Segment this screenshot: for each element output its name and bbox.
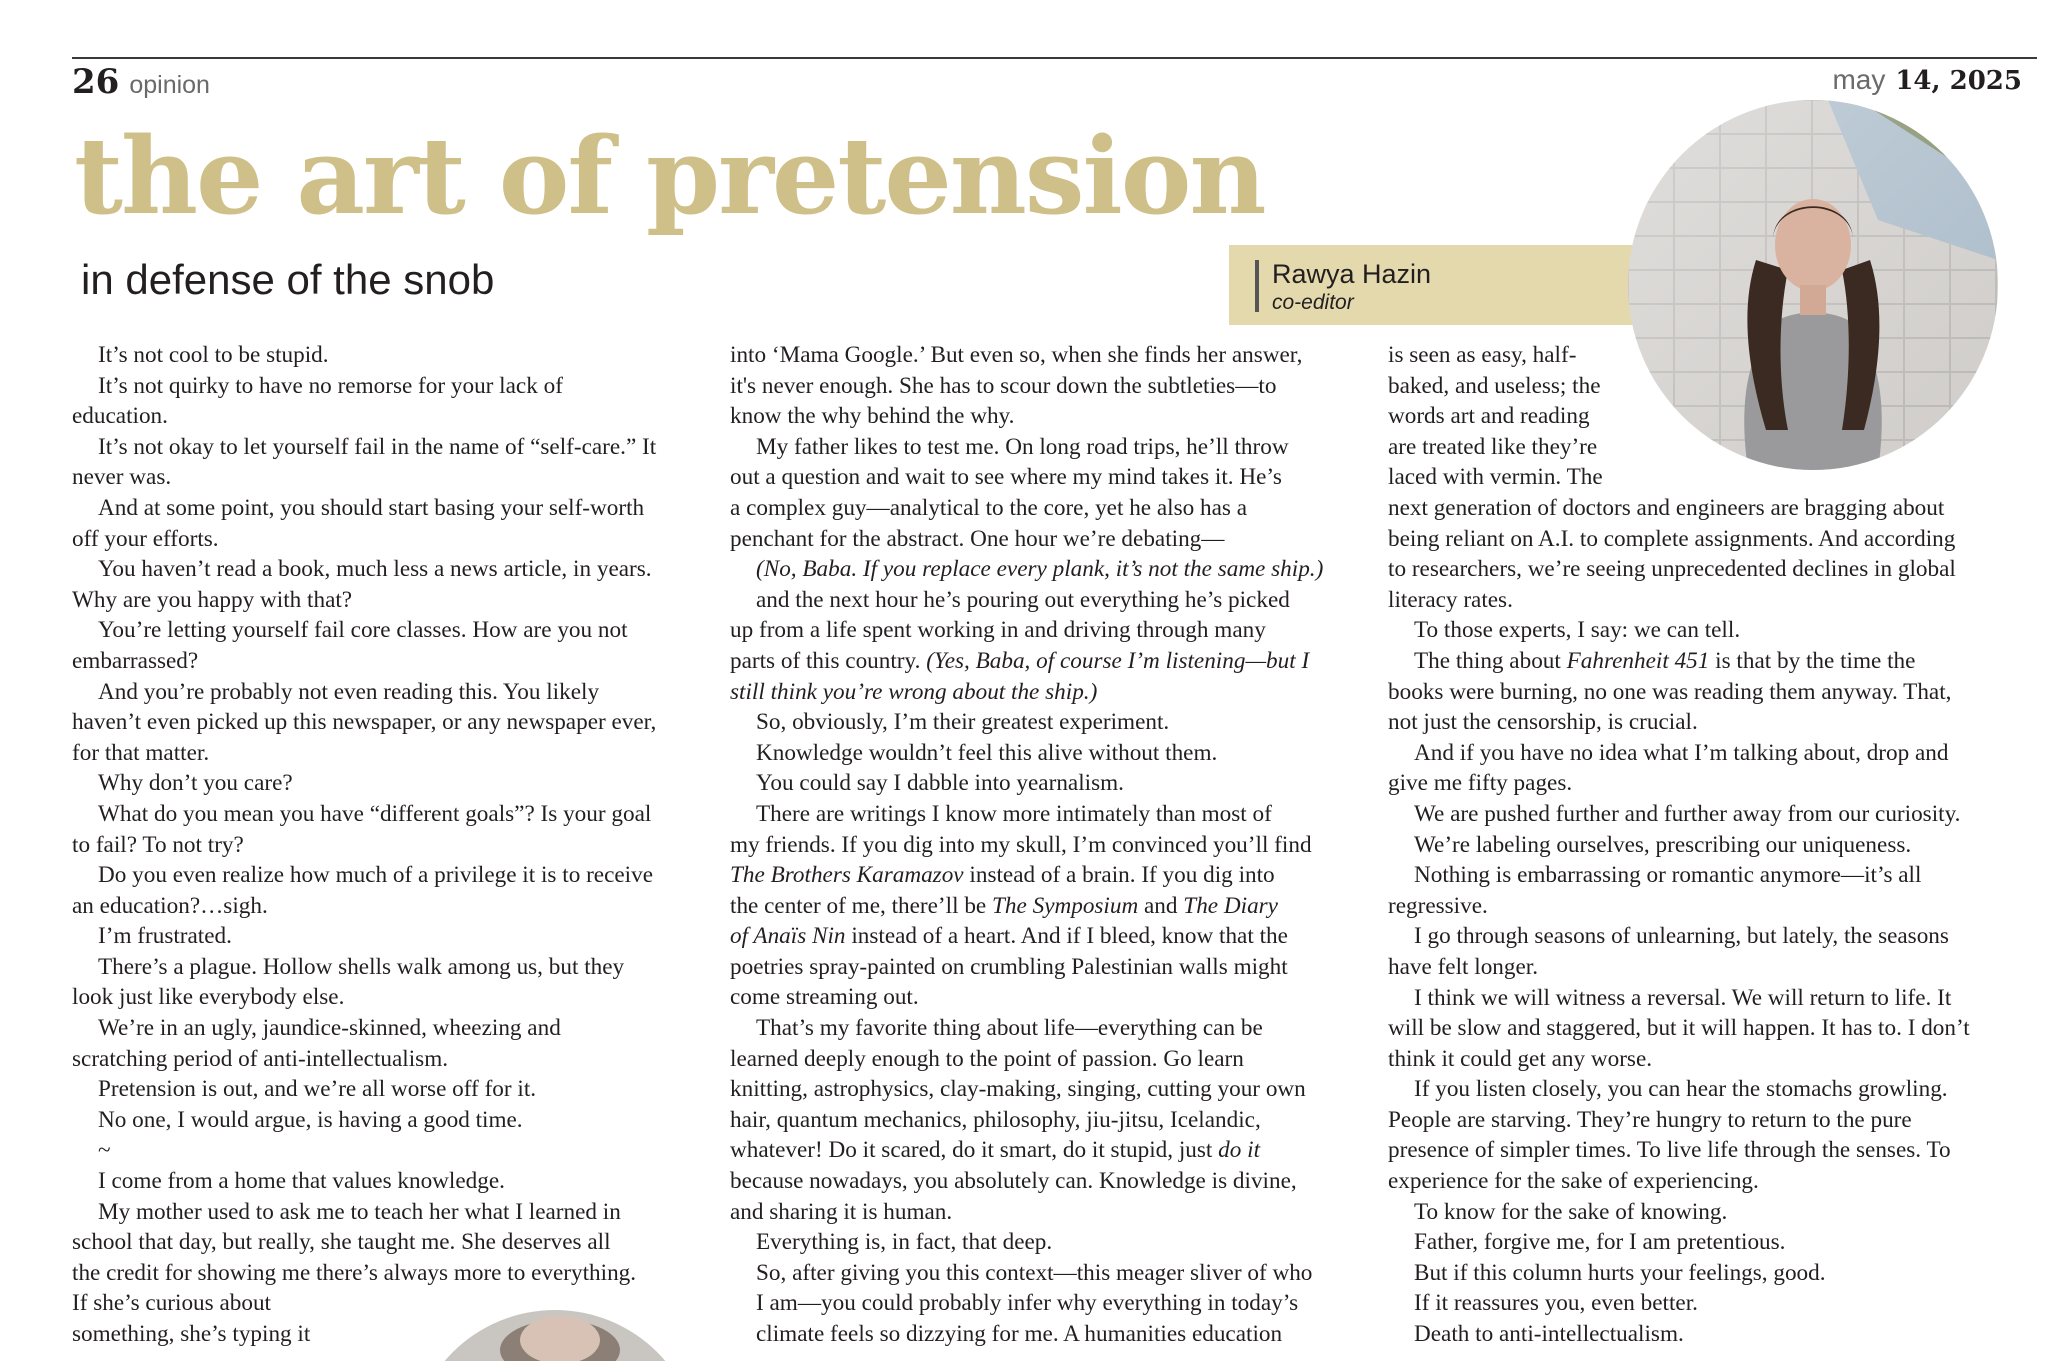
text-line: And you’re probably not even reading this. You likely [98, 678, 600, 705]
text-line: You haven’t read a book, much less a news article, in years. [98, 556, 652, 583]
text-line: it's never enough. She has to scour down the subtleties—to [730, 372, 1277, 399]
text-line: up from a life spent working in and driving through many [730, 617, 1266, 644]
text-line: something, she’s typing it [72, 1321, 311, 1347]
text-line: It’s not okay to let yourself fail in the name of “self-care.” It [98, 433, 657, 460]
text-line: parts of this country. (Yes, Baba, of course I’m listening—but I [730, 647, 1310, 674]
text-line: know the why behind the why. [730, 403, 1015, 430]
text-line: People are starving. They’re hungry to return to the pure [1388, 1106, 1912, 1133]
text-line: think it could get any worse. [1388, 1045, 1653, 1072]
text-line: It’s not quirky to have no remorse for your lack of [98, 372, 563, 399]
article-column-1 [72, 340, 702, 1350]
text-line: whatever! Do it scared, do it smart, do it stupid, just do it [730, 1137, 1261, 1164]
text-line: baked, and useless; the [1388, 372, 1601, 399]
text-line: into ‘Mama Google.’ But even so, when she finds her answer, [730, 342, 1303, 368]
text-line: Father, forgive me, for I am pretentious. [1414, 1229, 1786, 1256]
text-line: and sharing it is human. [730, 1198, 953, 1225]
section-name: opinion [129, 71, 210, 99]
page-number: 26 [72, 62, 120, 102]
text-line: If you listen closely, you can hear the stomachs growling. [1414, 1076, 1948, 1103]
text-line: poetries spray-painted on crumbling Palestinian walls might [730, 953, 1288, 980]
text-line: still think you’re wrong about the ship.) [730, 678, 1098, 705]
text-line: Do you even realize how much of a privilege it is to receive [98, 862, 654, 889]
text-line: learned deeply enough to the point of passion. Go learn [730, 1045, 1244, 1072]
text-line: hair, quantum mechanics, philosophy, jiu-jitsu, Icelandic, [730, 1106, 1261, 1133]
text-line: knitting, astrophysics, clay-making, singing, cutting your own [730, 1076, 1306, 1103]
text-line: I am—you could probably infer why everything in today’s [756, 1290, 1299, 1317]
text-line: a complex guy—analytical to the core, yet he also has a [730, 494, 1248, 521]
text-line: We are pushed further and further away from our curiosity. [1414, 800, 1961, 827]
text-line: My mother used to ask me to teach her what I learned in [98, 1198, 621, 1225]
text-line: Knowledge wouldn’t feel this alive without them. [756, 739, 1218, 766]
author-role: co-editor [1272, 291, 1354, 314]
text-line: (No, Baba. If you replace every plank, it’s not the same ship.) [756, 556, 1324, 583]
article-subheadline: in defense of the snob [81, 256, 495, 303]
text-line: out a question and wait to see where my mind takes it. He’s [730, 464, 1282, 491]
article-column-3-narrow [1388, 340, 1628, 493]
text-line: and the next hour he’s pouring out everything he’s picked [756, 586, 1290, 613]
text-line: books were burning, no one was reading them anyway. That, [1388, 678, 1952, 705]
author-name: Rawya Hazin [1272, 259, 1432, 289]
text-line: So, obviously, I’m their greatest experiment. [756, 709, 1170, 736]
text-line: my friends. If you dig into my skull, I’m convinced you’ll find [730, 831, 1312, 858]
text-line: are treated like they’re [1388, 433, 1598, 460]
text-line: never was. [72, 464, 172, 491]
text-line: I come from a home that values knowledge. [98, 1168, 505, 1195]
text-line: Death to anti-intellectualism. [1414, 1321, 1684, 1348]
text-line: to fail? To not try? [72, 831, 244, 858]
text-line: literacy rates. [1388, 586, 1513, 613]
text-line: If it reassures you, even better. [1414, 1290, 1698, 1317]
text-line: There’s a plague. Hollow shells walk among us, but they [98, 953, 625, 980]
text-line: And if you have no idea what I’m talking about, drop and [1414, 739, 1949, 766]
text-line: So, after giving you this context—this meager sliver of who [756, 1259, 1313, 1286]
text-line: We’re labeling ourselves, prescribing our uniqueness. [1414, 831, 1912, 858]
text-line: being reliant on A.I. to complete assignments. And according [1388, 525, 1956, 552]
text-line: Everything is, in fact, that deep. [756, 1229, 1053, 1256]
text-line: to researchers, we’re seeing unprecedented declines in global [1388, 556, 1956, 583]
text-line: regressive. [1388, 892, 1488, 919]
text-line: But if this column hurts your feelings, good. [1414, 1259, 1826, 1286]
byline-bar [1255, 260, 1259, 312]
text-line: have felt longer. [1388, 953, 1539, 980]
text-line: climate feels so dizzying for me. A humanities education [756, 1321, 1283, 1347]
issue-date: 14, 2025 [1895, 66, 2022, 96]
text-line: No one, I would argue, is having a good time. [98, 1106, 523, 1133]
text-line: presence of simpler times. To live life through the senses. To [1388, 1137, 1951, 1164]
text-line: laced with vermin. The [1388, 464, 1603, 491]
text-line: We’re in an ugly, jaundice-skinned, wheezing and [98, 1015, 561, 1042]
article-column-3 [1388, 493, 2028, 1350]
text-line: words art and reading [1388, 403, 1590, 430]
text-line: What do you mean you have “different goals”? Is your goal [98, 800, 652, 827]
text-line: It’s not cool to be stupid. [98, 342, 329, 368]
text-line: experience for the sake of experiencing. [1388, 1168, 1759, 1195]
text-line: To know for the sake of knowing. [1414, 1198, 1728, 1225]
text-line: the center of me, there’ll be The Symposium and The Diary [730, 892, 1278, 919]
text-line: And at some point, you should start basing your self-worth [98, 494, 645, 521]
text-line: I think we will witness a reversal. We will return to life. It [1414, 984, 1952, 1011]
text-line: come streaming out. [730, 984, 919, 1011]
text-line: for that matter. [72, 739, 210, 766]
text-line: not just the censorship, is crucial. [1388, 709, 1698, 736]
text-line: scratching period of anti-intellectualism. [72, 1045, 449, 1072]
text-line: You’re letting yourself fail core classes. How are you not [98, 617, 628, 644]
text-line: next generation of doctors and engineers are bragging about [1388, 495, 1945, 521]
text-line: I’m frustrated. [98, 923, 232, 950]
text-line: school that day, but really, she taught me. She deserves all [72, 1229, 611, 1256]
text-line: I go through seasons of unlearning, but lately, the seasons [1414, 923, 1949, 950]
text-line: To those experts, I say: we can tell. [1414, 617, 1741, 644]
text-line: There are writings I know more intimately than most of [756, 800, 1272, 827]
text-line: of Anaïs Nin instead of a heart. And if I bleed, know that the [730, 923, 1288, 950]
text-line: because nowadays, you absolutely can. Knowledge is divine, [730, 1168, 1297, 1195]
text-line: My father likes to test me. On long road trips, he’ll throw [756, 433, 1289, 460]
text-line: education. [72, 403, 168, 430]
article-column-2 [730, 340, 1360, 1350]
text-line: You could say I dabble into yearnalism. [756, 770, 1124, 797]
author-portrait [1628, 100, 1998, 470]
text-line: the credit for showing me there’s always more to everything. [72, 1259, 637, 1286]
text-line: look just like everybody else. [72, 984, 345, 1011]
page-header-right [1832, 64, 2022, 96]
page-header-left [72, 62, 210, 102]
header-rule [72, 57, 2037, 59]
text-line: Nothing is embarrassing or romantic anymore—it’s all [1414, 862, 1922, 889]
text-line: The Brothers Karamazov instead of a brain. If you dig into [730, 862, 1275, 889]
text-line: will be slow and staggered, but it will happen. It has to. I don’t [1388, 1015, 1970, 1042]
text-line: Pretension is out, and we’re all worse off for it. [98, 1076, 537, 1103]
text-line: The thing about Fahrenheit 451 is that by the time the [1414, 647, 1916, 674]
text-line: is seen as easy, half- [1388, 342, 1577, 368]
text-line: penchant for the abstract. One hour we’re debating— [730, 525, 1225, 552]
text-line: off your efforts. [72, 525, 219, 552]
text-line: Why are you happy with that? [72, 586, 353, 613]
text-line: That’s my favorite thing about life—everything can be [756, 1015, 1263, 1042]
text-line: embarrassed? [72, 647, 199, 674]
text-line: give me fifty pages. [1388, 770, 1573, 797]
text-line: an education?…sigh. [72, 892, 268, 919]
article-headline: the art of pretension [74, 113, 1265, 238]
text-line: ~ [98, 1137, 111, 1164]
text-line: haven’t even picked up this newspaper, or any newspaper ever, [72, 709, 657, 736]
text-line: If she’s curious about [72, 1290, 271, 1317]
issue-month: may [1832, 64, 1886, 95]
text-line: Why don’t you care? [98, 770, 293, 797]
